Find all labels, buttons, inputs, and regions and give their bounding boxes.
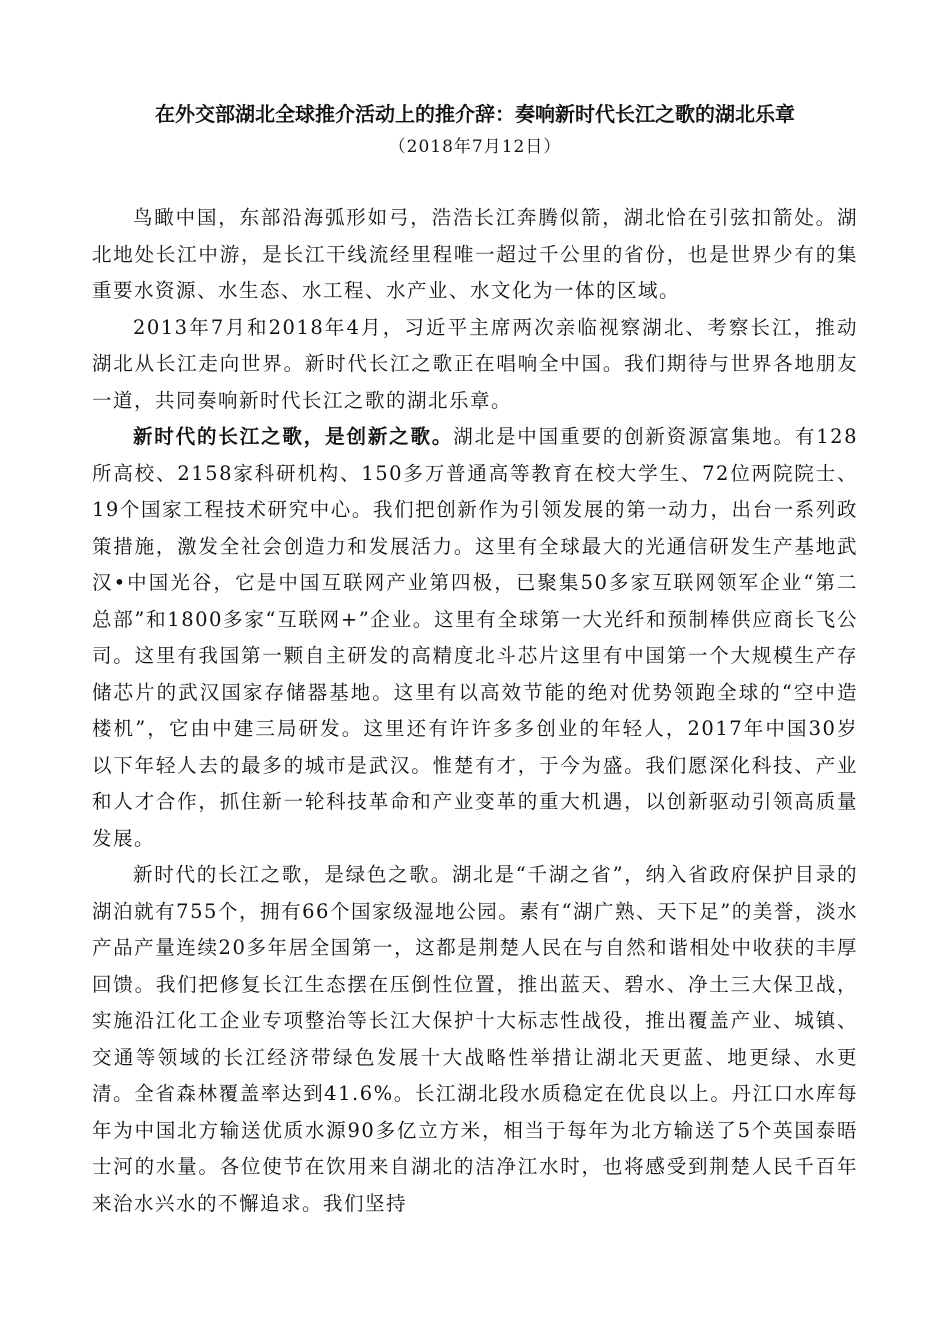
paragraph-2 bbox=[92, 310, 858, 420]
paragraph-3 bbox=[92, 419, 858, 857]
document-body bbox=[92, 200, 858, 1222]
paragraph-2-text: 2013年7月和2018年4月，习近平主席两次亲临视察湖北、考察长江，推动湖北从长江走向世界。新时代长江之歌正在唱响全中国。我们期待与世界各地朋友一道，共同奏响新时代长江之歌的湖北乐章。 bbox=[92, 315, 858, 412]
paragraph-1 bbox=[92, 200, 858, 310]
paragraph-1-text: 鸟瞰中国，东部沿海弧形如弓，浩浩长江奔腾似箭，湖北恰在引弦扣箭处。湖北地处长江中游，是长江干线流经里程唯一超过千公里的省份，也是世界少有的集重要水资源、水生态、水工程、水产业、水文化为一体的区域。 bbox=[92, 206, 858, 302]
paragraph-4 bbox=[92, 857, 858, 1222]
paragraph-4-text: 新时代的长江之歌，是绿色之歌。湖北是“千湖之省”，纳入省政府保护目录的湖泊就有755个，拥有66个国家级湿地公园。素有“湖广熟、天下足”的美誉，淡水产品产量连续20多年居全国第一，这都是荆楚人民在与自然和谐相处中收获的丰厚回馈。我们把修复长江生态摆在压倒性位置，推出蓝天、碧水、净土三大保卫战，实施沿江化工企业专项整治等长江大保护十大标志性战役，推出覆盖产业、城镇、交通等领域的长江经济带绿色发展十大战略性举措让湖北天更蓝、地更绿、水更清。全省森林覆盖率达到41.6%。长江湖北段水质稳定在优良以上。丹江口水库每年为中国北方输送优质水源90多亿立方米，相当于每年为北方输送了5个英国泰晤士河的水量。各位使节在饮用来自湖北的洁净江水时，也将感受到荆楚人民千百年来治水兴水的不懈追求。我们坚持 bbox=[92, 863, 858, 1215]
paragraph-3-text: 湖北是中国重要的创新资源富集地。有128所高校、2158家科研机构、150多万普通高等教育在校大学生、72位两院院士、19个国家工程技术研究中心。我们把创新作为引领发展的第一动力，出台一系列政策措施，激发全社会创造力和发展活力。这里有全球最大的光通信研发生产基地武汉•中国光谷，它是中国互联网产业第四极，已聚集50多家互联网领军企业“第二总部”和1800多家“互联网+”企业。这里有全球第一大光纤和预制棒供应商长飞公司。这里有我国第一颗自主研发的高精度北斗芯片这里有中国第一个大规模生产存储芯片的武汉国家存储器基地。这里有以高效节能的绝对优势领跑全球的“空中造楼机”，它由中建三局研发。这里还有许许多多创业的年轻人，2017年中国30岁以下年轻人去的最多的城市是武汉。惟楚有才，于今为盛。我们愿深化科技、产业和人才合作，抓住新一轮科技革命和产业变革的重大机遇，以创新驱动引领高质量发展。 bbox=[92, 425, 858, 850]
document-date: （2018年7月12日） bbox=[388, 137, 562, 157]
document-title: 在外交部湖北全球推介活动上的推介辞：奏响新时代长江之歌的湖北乐章 bbox=[155, 102, 795, 126]
paragraph-3-lead: 新时代的长江之歌，是创新之歌。 bbox=[132, 425, 454, 448]
